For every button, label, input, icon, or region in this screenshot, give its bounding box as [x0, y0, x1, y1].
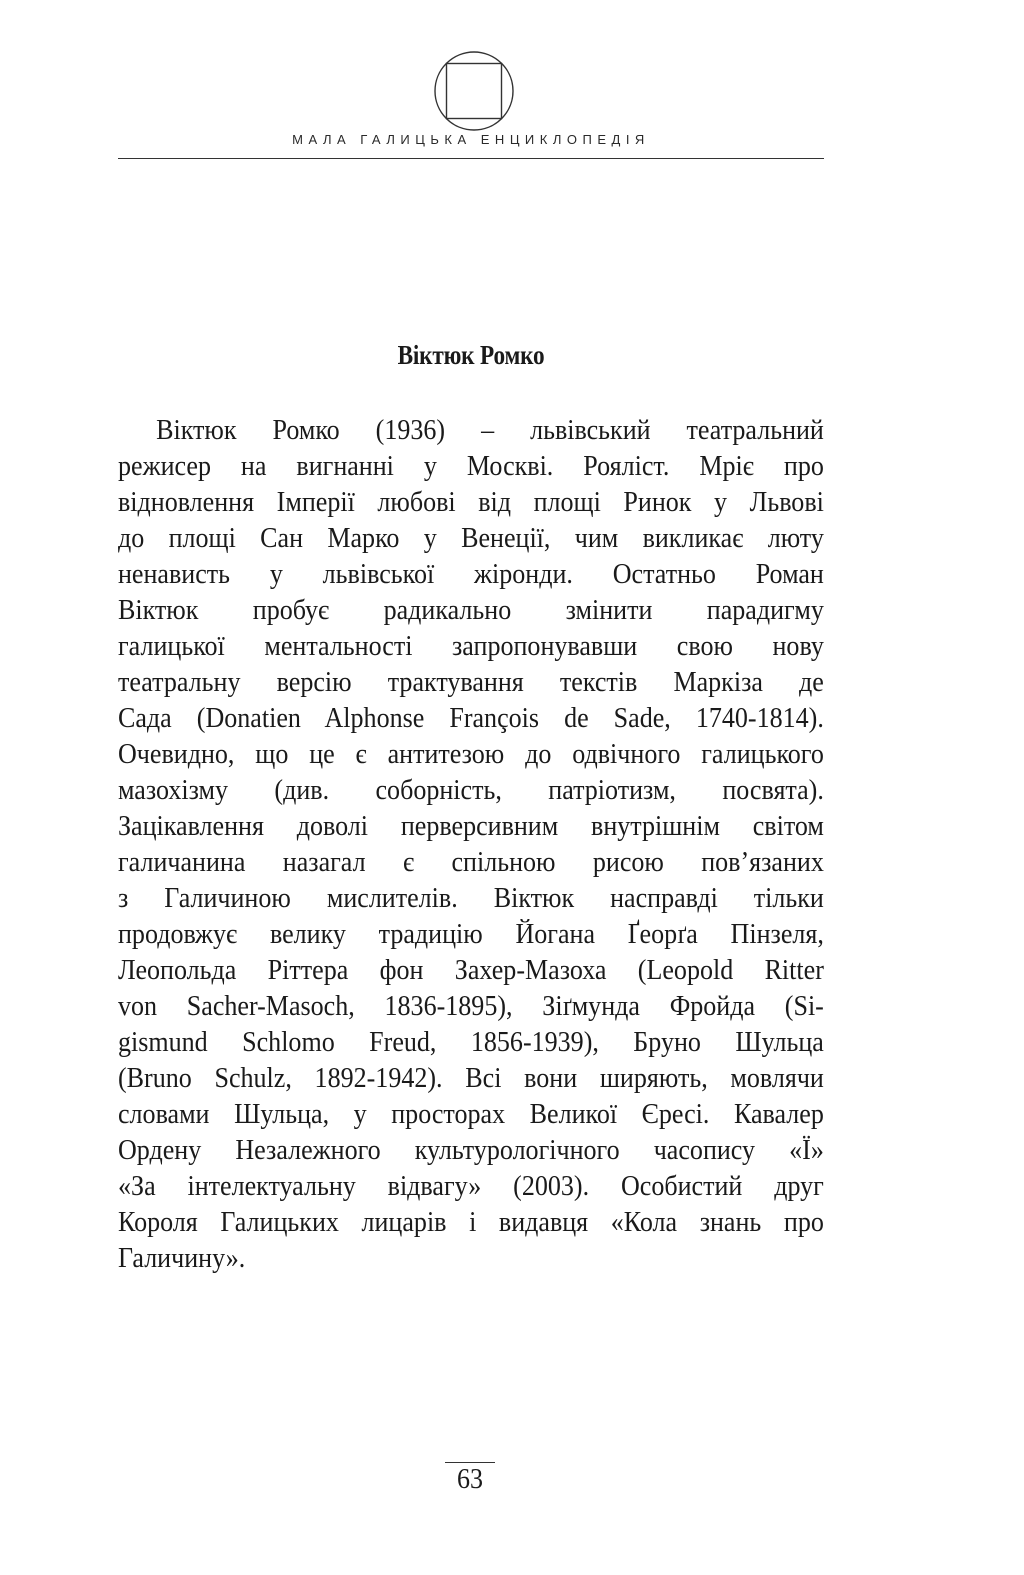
body-line: Зацікавлення доволі перверсивним внутрішнім світом — [118, 811, 824, 842]
body-line: Сада (Donatien Alphonse François de Sade, 1740-1814). — [118, 703, 824, 734]
body-line: з Галичиною мислителів. Віктюк насправді тільки — [118, 883, 824, 914]
body-line: словами Шульца, у просторах Великої Єресі. Кавалер — [118, 1099, 824, 1130]
body-line: Галичину». — [118, 1243, 246, 1274]
header-divider — [118, 158, 824, 159]
body-line: Очевидно, що це є антитезою до одвічного галицького — [118, 739, 824, 770]
body-line: мазохізму (див. соборність, патріотизм, посвята). — [118, 775, 824, 806]
circle-square-emblem-icon — [433, 50, 515, 132]
body-line: Ордену Незалежного культурологічного часопису «Ї» — [118, 1135, 824, 1166]
body-line: gismund Schlomo Freud, 1856-1939), Бруно Шульца — [118, 1027, 824, 1058]
page-number-rule — [445, 1462, 495, 1463]
body-line: відновлення Імперії любові від площі Ринок у Львові — [118, 487, 824, 518]
body-line: Короля Галицьких лицарів і видавця «Кола знань про — [118, 1207, 824, 1238]
body-line: Віктюк пробує радикально змінити парадигму — [118, 595, 824, 626]
body-line: галицької ментальності запропонувавши свою нову — [118, 631, 824, 662]
body-line: Леопольда Ріттера фон Захер-Мазоха (Leopold Ritter — [118, 955, 824, 986]
entry-title: Віктюк Ромко — [397, 340, 545, 370]
body-line: «За інтелектуальну відвагу» (2003). Особистий друг — [118, 1171, 824, 1202]
entry-body — [118, 413, 824, 1277]
body-line: продовжує велику традицію Йогана Ґеорґа Пінзеля, — [118, 919, 824, 950]
body-line: (Bruno Schulz, 1892-1942). Всі вони ширяють, мовлячи — [118, 1063, 824, 1094]
body-line: ненависть у львівської жіронди. Остатньо Роман — [118, 559, 824, 590]
body-line: театральну версію трактування текстів Маркіза де — [118, 667, 824, 698]
page-number: 63 — [456, 1464, 484, 1495]
body-line: von Sacher-Masoch, 1836-1895), Зіґмунда Фройда (Si- — [118, 991, 824, 1022]
running-header-title: МАЛА ГАЛИЦЬКА ЕНЦИКЛОПЕДІЯ — [292, 132, 650, 147]
body-line: до площі Сан Марко у Венеції, чим викликає люту — [118, 523, 824, 554]
body-line: Віктюк Ромко (1936) – львівський театральний — [156, 415, 824, 446]
body-line: галичанина назагал є спільною рисою пов’язаних — [118, 847, 824, 878]
body-line: режисер на вигнанні у Москві. Рояліст. Мріє про — [118, 451, 824, 482]
